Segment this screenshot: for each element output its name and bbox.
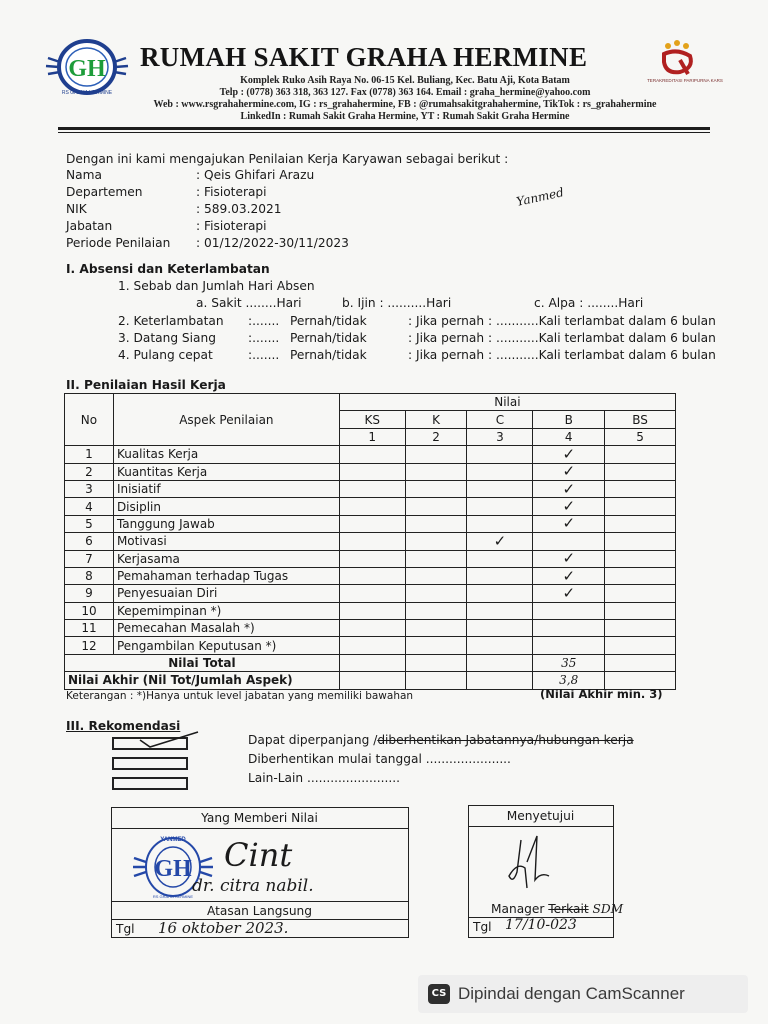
final-cell-2 [405, 672, 467, 689]
sign-left-role: Atasan Langsung [206, 904, 313, 918]
total-cell-5 [605, 654, 676, 671]
grade-cell-4[interactable] [533, 515, 605, 532]
row-aspek: Pemahaman terhadap Tugas [113, 567, 339, 584]
grade-cell-1[interactable] [339, 533, 405, 550]
grade-cell-5[interactable] [605, 637, 676, 654]
grade-cell-2[interactable] [405, 585, 467, 602]
grade-cell-3[interactable] [467, 620, 533, 637]
grade-cell-5[interactable] [605, 585, 676, 602]
datang-siang-choice: Pernah/tidak [290, 331, 367, 345]
hospital-name: RUMAH SAKIT GRAHA HERMINE [140, 42, 588, 72]
rec-option-1-prefix: Dapat diperpanjang / [248, 733, 378, 747]
row-no: 6 [65, 533, 114, 550]
keterlambatan-dots: :....... [248, 314, 280, 328]
check-mark: ✓ [562, 479, 576, 498]
sign-right-tgl-label: Tgl [473, 920, 492, 934]
grade-ks: KS [339, 411, 405, 428]
section3-title: III. Rekomendasi [66, 719, 181, 733]
header-divider-thin [58, 132, 710, 133]
row-aspek: Pemecahan Masalah *) [113, 620, 339, 637]
grade-cell-2[interactable] [405, 620, 467, 637]
grade-cell-3[interactable] [467, 498, 533, 515]
contact-telp: Telp : (0778) 363 318, 363 127. Fax (0778) 363 164. Email : graha_hermine@yahoo.com [219, 87, 591, 98]
contact-web: Web : www.rsgrahahermine.com, IG : rs_grahahermine, FB : @rumahsakitgrahahermine, TikTok : rs_grahahermine [153, 99, 657, 110]
grade-cell-2[interactable] [405, 550, 467, 567]
signature-right [507, 832, 557, 894]
table-row [65, 498, 676, 515]
value-nik: : 589.03.2021 [196, 202, 282, 216]
label-nik: NIK [66, 202, 87, 216]
label-nama: Nama [66, 168, 102, 182]
row-aspek: Kerjasama [113, 550, 339, 567]
grade-cell-5[interactable] [605, 480, 676, 497]
stamp-gh-text: GH [154, 856, 192, 882]
row-no: 3 [65, 480, 114, 497]
grade-cell-1[interactable] [339, 446, 405, 463]
final-label: Nilai Akhir (Nil Tot/Jumlah Aspek) [65, 672, 340, 689]
sign-left-header: Yang Memberi Nilai [201, 811, 318, 825]
section1-title: I. Absensi dan Keterlambatan [66, 262, 270, 276]
grade-cell-1[interactable] [339, 550, 405, 567]
row-no: 2 [65, 463, 114, 480]
table-row [65, 602, 676, 619]
absen-alpa: c. Alpa : ........Hari [534, 296, 644, 310]
check-mark: ✓ [562, 583, 576, 602]
grade-cell-5[interactable] [605, 515, 676, 532]
row-aspek: Penyesuaian Diri [113, 585, 339, 602]
col-nilai-header: Nilai [339, 394, 675, 411]
grade-cell-5[interactable] [605, 567, 676, 584]
check-mark: ✓ [562, 462, 576, 481]
table-row [65, 533, 676, 550]
table-row [65, 585, 676, 602]
grade-cell-4[interactable] [533, 498, 605, 515]
final-cell-1 [339, 672, 405, 689]
contact-linkedin: LinkedIn : Rumah Sakit Graha Hermine, YT : Rumah Sakit Graha Hermine [240, 111, 570, 122]
row-no: 8 [65, 567, 114, 584]
grade-cell-2[interactable] [405, 515, 467, 532]
row-no: 5 [65, 515, 114, 532]
sign-left-divider-top [112, 828, 408, 829]
grade-cell-4[interactable] [533, 620, 605, 637]
camscanner-text: Dipindai dengan CamScanner [458, 984, 685, 1003]
grade-cell-1[interactable] [339, 620, 405, 637]
grade-cell-4[interactable] [533, 550, 605, 567]
row-no: 11 [65, 620, 114, 637]
grade-cell-5[interactable] [605, 533, 676, 550]
table-row [65, 463, 676, 480]
grade-cell-5[interactable] [605, 550, 676, 567]
rec-option-3: Lain-Lain ........................ [248, 771, 400, 785]
sign-right-divider-top [469, 826, 613, 827]
grade-cell-3[interactable] [467, 637, 533, 654]
table-row [65, 550, 676, 567]
grade-num-5: 5 [605, 428, 676, 445]
grade-cell-3[interactable] [467, 463, 533, 480]
intro-text: Dengan ini kami mengajukan Penilaian Kerja Karyawan sebagai berikut : [66, 152, 509, 166]
grade-cell-2[interactable] [405, 533, 467, 550]
grade-cell-1[interactable] [339, 463, 405, 480]
check-mark: ✓ [562, 549, 576, 568]
row-no: 7 [65, 550, 114, 567]
final-value: 3,8 [533, 672, 605, 689]
grade-bs: BS [605, 411, 676, 428]
sign-left-tgl-label: Tgl [116, 922, 135, 936]
total-label: Nilai Total [65, 654, 340, 671]
grade-cell-3[interactable] [467, 446, 533, 463]
grade-cell-3[interactable] [467, 602, 533, 619]
grade-cell-2[interactable] [405, 446, 467, 463]
row-aspek: Kualitas Kerja [113, 446, 339, 463]
stamp-top-text: YANMED [160, 837, 186, 843]
grade-cell-5[interactable] [605, 446, 676, 463]
datang-siang-dots: :....... [248, 331, 280, 345]
grade-cell-2[interactable] [405, 463, 467, 480]
grade-b: B [533, 411, 605, 428]
grade-cell-3[interactable] [467, 567, 533, 584]
row-no: 9 [65, 585, 114, 602]
grade-cell-2[interactable] [405, 480, 467, 497]
table-row [65, 637, 676, 654]
table-row [65, 567, 676, 584]
grade-num-3: 3 [467, 428, 533, 445]
row-aspek: Kepemimpinan *) [113, 602, 339, 619]
total-value: 35 [533, 654, 605, 671]
rec-option-2: Diberhentikan mulai tanggal ...................... [248, 752, 511, 766]
table-note: Keterangan : *)Hanya untuk level jabatan yang memiliki bawahan [66, 690, 414, 702]
grade-num-1: 1 [339, 428, 405, 445]
rec-checkbox-1[interactable] [112, 737, 188, 750]
value-periode: : 01/12/2022-30/11/2023 [196, 236, 349, 250]
pulang-cepat-choice: Pernah/tidak [290, 348, 367, 362]
section1-item1: 1. Sebab dan Jumlah Hari Absen [118, 279, 315, 293]
grade-num-4: 4 [533, 428, 605, 445]
row-no: 4 [65, 498, 114, 515]
row-aspek: Motivasi [113, 533, 339, 550]
grade-cell-2[interactable] [405, 637, 467, 654]
sign-left-tgl-value: 16 oktober 2023. [158, 919, 289, 937]
kars-accreditation-logo [656, 40, 698, 78]
grade-cell-1[interactable] [339, 585, 405, 602]
datang-siang-note: : Jika pernah : ...........Kali terlambat dalam 6 bulan [408, 331, 716, 345]
grade-cell-5[interactable] [605, 602, 676, 619]
grade-cell-1[interactable] [339, 567, 405, 584]
keterlambatan-choice: Pernah/tidak [290, 314, 367, 328]
grade-cell-1[interactable] [339, 515, 405, 532]
absen-sakit: a. Sakit ........Hari [196, 296, 302, 310]
total-cell-2 [405, 654, 467, 671]
signer-name-left: dr. citra nabil. [192, 876, 314, 896]
grade-cell-4[interactable] [533, 567, 605, 584]
address: Komplek Ruko Asih Raya No. 06-15 Kel. Buliang, Kec. Batu Aji, Kota Batam [240, 75, 570, 86]
check-mark: ✓ [562, 514, 576, 533]
row-aspek: Inisiatif [113, 480, 339, 497]
grade-cell-3[interactable] [467, 585, 533, 602]
row-no: 1 [65, 446, 114, 463]
row-no: 10 [65, 602, 114, 619]
camscanner-icon: CS [428, 984, 450, 1004]
grade-cell-3[interactable] [467, 533, 533, 550]
grade-cell-4[interactable] [533, 637, 605, 654]
row-aspek: Disiplin [113, 498, 339, 515]
table-row [65, 515, 676, 532]
label-departemen: Departemen [66, 185, 143, 199]
header-divider [58, 127, 710, 130]
total-cell-1 [339, 654, 405, 671]
grade-cell-2[interactable] [405, 602, 467, 619]
check-mark: ✓ [562, 444, 576, 463]
absen-ijin: b. Ijin : ..........Hari [342, 296, 452, 310]
handwritten-yanmed: Yanmed [515, 185, 565, 209]
grade-c: C [467, 411, 533, 428]
grade-cell-1[interactable] [339, 498, 405, 515]
total-cell-3 [467, 654, 533, 671]
check-mark: ✓ [493, 531, 507, 550]
check-mark: ✓ [562, 497, 576, 516]
logo-gh-text: GH [68, 56, 106, 82]
grade-cell-4[interactable] [533, 602, 605, 619]
col-aspek-header: Aspek Penilaian [113, 394, 339, 446]
table-row [65, 620, 676, 637]
final-cell-3 [467, 672, 533, 689]
grade-cell-4[interactable] [533, 463, 605, 480]
value-jabatan: : Fisioterapi [196, 219, 267, 233]
grade-cell-3[interactable] [467, 550, 533, 567]
sign-box-right [468, 805, 624, 938]
logo-ring-text: RS GRAHA HERMINE [61, 90, 113, 96]
kars-text: TERAKREDITASI PARIPURNA KARS [647, 78, 723, 83]
hospital-logo [44, 36, 130, 98]
col-no-header: No [65, 394, 114, 446]
rec-option-1 [248, 733, 634, 747]
grade-cell-1[interactable] [339, 480, 405, 497]
rec-check-mark [138, 730, 214, 750]
grade-cell-4[interactable] [533, 533, 605, 550]
pulang-cepat-note: : Jika pernah : ...........Kali terlambat dalam 6 bulan [408, 348, 716, 362]
sign-right-role-prefix: Manager [491, 902, 549, 916]
sign-right-tgl-value: 17/10-023 [505, 917, 577, 933]
row-aspek: Pengambilan Keputusan *) [113, 637, 339, 654]
grade-cell-4[interactable] [533, 480, 605, 497]
label-periode: Periode Penilaian [66, 236, 171, 250]
grade-num-2: 2 [405, 428, 467, 445]
signature-left: Cint [224, 836, 293, 874]
rec-checkbox-3[interactable] [112, 777, 188, 790]
grade-cell-1[interactable] [339, 602, 405, 619]
table-row [65, 446, 676, 463]
stamp-bottom-text: RS GRAHA HERMINE [152, 894, 194, 899]
keterlambatan-note: : Jika pernah : ...........Kali terlambat dalam 6 bulan [408, 314, 716, 328]
assessment-table [64, 393, 676, 690]
min-note: (Nilai Akhir min. 3) [540, 687, 663, 701]
grade-cell-5[interactable] [605, 498, 676, 515]
value-nama: : Qeis Ghifari Arazu [196, 168, 315, 182]
row-aspek: Kuantitas Kerja [113, 463, 339, 480]
sign-box-left [111, 807, 409, 938]
sign-right-role [491, 902, 623, 916]
value-departemen: : Fisioterapi [196, 185, 267, 199]
pulang-cepat-dots: :....... [248, 348, 280, 362]
sign-right-role-suffix: SDM [588, 902, 624, 916]
table-row [65, 480, 676, 497]
check-mark: ✓ [562, 566, 576, 585]
rec-checkbox-2[interactable] [112, 757, 188, 770]
row-no: 12 [65, 637, 114, 654]
grade-cell-4[interactable] [533, 585, 605, 602]
sign-left-divider-mid [112, 901, 408, 902]
grade-cell-2[interactable] [405, 567, 467, 584]
keterlambatan-label: 2. Keterlambatan [118, 314, 224, 328]
grade-cell-1[interactable] [339, 637, 405, 654]
rec-option-1-struck: diberhentikan Jabatannya/hubungan kerja [377, 733, 634, 747]
sign-right-role-struck: Terkait [548, 902, 589, 916]
grade-cell-3[interactable] [467, 515, 533, 532]
pulang-cepat-label: 4. Pulang cepat [118, 348, 213, 362]
grade-cell-5[interactable] [605, 620, 676, 637]
grade-cell-3[interactable] [467, 480, 533, 497]
grade-cell-5[interactable] [605, 463, 676, 480]
row-aspek: Tanggung Jawab [113, 515, 339, 532]
grade-k: K [405, 411, 467, 428]
datang-siang-label: 3. Datang Siang [118, 331, 216, 345]
sign-right-header: Menyetujui [506, 809, 575, 823]
grade-cell-2[interactable] [405, 498, 467, 515]
label-jabatan: Jabatan [66, 219, 113, 233]
section2-title: II. Penilaian Hasil Kerja [66, 378, 226, 392]
grade-cell-4[interactable] [533, 446, 605, 463]
